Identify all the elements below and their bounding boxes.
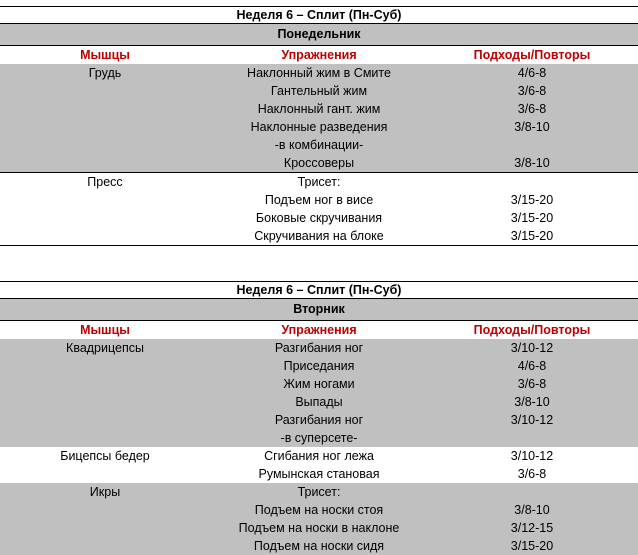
exercise-note: -в комбинации- xyxy=(274,138,364,152)
muscle-name: Грудь xyxy=(88,66,122,80)
sets-reps: 4/6-8 xyxy=(517,359,547,373)
exercise-name: Подъем на носки в наклоне xyxy=(238,521,400,535)
sets-reps: 3/8-10 xyxy=(514,156,550,170)
sets-reps: 3/8-10 xyxy=(514,120,550,134)
exercise-name: Трисет: xyxy=(297,175,341,189)
muscle-group-chest xyxy=(0,64,638,173)
table-row xyxy=(0,136,638,154)
exercise-name: Скручивания на блоке xyxy=(254,229,384,243)
exercise-name: Разгибания ног xyxy=(274,341,364,355)
table-row xyxy=(0,537,638,555)
table-row xyxy=(0,339,638,357)
table-row xyxy=(0,64,638,82)
col-header-sets: Подходы/Повторы xyxy=(473,48,591,62)
sets-reps: 3/10-12 xyxy=(510,341,554,355)
col-header-muscles: Мышцы xyxy=(80,48,130,62)
table-row xyxy=(0,501,638,519)
table-row xyxy=(0,173,638,191)
exercise-name: Наклонные разведения xyxy=(250,120,388,134)
muscle-group-abs xyxy=(0,173,638,246)
sets-reps: 3/12-15 xyxy=(510,521,554,535)
exercise-note: -в суперсете- xyxy=(280,431,358,445)
exercise-name: Подъем на носки сидя xyxy=(253,539,385,553)
table-title: Неделя 6 – Сплит (Пн-Суб) xyxy=(0,6,638,24)
table-row xyxy=(0,429,638,447)
exercise-name: Подъем ног в висе xyxy=(264,193,374,207)
exercise-name: Сгибания ног лежа xyxy=(264,449,374,463)
table-row xyxy=(0,154,638,172)
table-row xyxy=(0,483,638,501)
col-header-exercises: Упражнения xyxy=(281,323,357,337)
day-name: Понедельник xyxy=(0,24,638,46)
sets-reps: 3/6-8 xyxy=(517,102,547,116)
column-header-row xyxy=(0,321,638,339)
workout-table-tuesday xyxy=(0,281,638,555)
table-row xyxy=(0,357,638,375)
day-name: Вторник xyxy=(0,299,638,321)
exercise-name: Наклонный жим в Смите xyxy=(247,66,391,80)
table-row xyxy=(0,375,638,393)
sets-reps: 3/6-8 xyxy=(517,84,547,98)
muscle-name: Бицепсы бедер xyxy=(60,449,150,463)
table-row xyxy=(0,118,638,136)
exercise-name: Наклонный гант. жим xyxy=(257,102,381,116)
muscle-name: Пресс xyxy=(87,175,123,189)
exercise-name: Выпады xyxy=(295,395,343,409)
sets-reps: 4/6-8 xyxy=(517,66,547,80)
exercise-name: Приседания xyxy=(283,359,355,373)
sets-reps: 3/6-8 xyxy=(517,467,547,481)
exercise-name: Подъем на носки стоя xyxy=(254,503,384,517)
muscle-group-hamstrings xyxy=(0,447,638,483)
exercise-name: Кроссоверы xyxy=(283,156,355,170)
table-row xyxy=(0,100,638,118)
table-row xyxy=(0,393,638,411)
col-header-sets: Подходы/Повторы xyxy=(473,323,591,337)
sets-reps: 3/8-10 xyxy=(514,503,550,517)
muscle-name: Икры xyxy=(89,485,121,499)
exercise-name: Румынская становая xyxy=(258,467,380,481)
table-row xyxy=(0,209,638,227)
col-header-muscles: Мышцы xyxy=(80,323,130,337)
table-row xyxy=(0,411,638,429)
table-row xyxy=(0,227,638,245)
sets-reps: 3/8-10 xyxy=(514,395,550,409)
sets-reps: 3/15-20 xyxy=(510,193,554,207)
sets-reps: 3/6-8 xyxy=(517,377,547,391)
exercise-name: Гантельный жим xyxy=(270,84,368,98)
exercise-name: Разгибания ног xyxy=(274,413,364,427)
sets-reps: 3/15-20 xyxy=(510,229,554,243)
sets-reps: 3/15-20 xyxy=(510,539,554,553)
sets-reps: 3/10-12 xyxy=(510,449,554,463)
col-header-exercises: Упражнения xyxy=(281,48,357,62)
table-row xyxy=(0,191,638,209)
exercise-name: Трисет: xyxy=(297,485,341,499)
column-header-row xyxy=(0,46,638,64)
workout-table-monday xyxy=(0,6,638,246)
sets-reps: 3/15-20 xyxy=(510,211,554,225)
muscle-name: Квадрицепсы xyxy=(66,341,144,355)
muscle-group-quads xyxy=(0,339,638,447)
table-row xyxy=(0,519,638,537)
sets-reps: 3/10-12 xyxy=(510,413,554,427)
table-row xyxy=(0,82,638,100)
muscle-group-calves xyxy=(0,483,638,555)
exercise-name: Боковые скручивания xyxy=(255,211,383,225)
exercise-name: Жим ногами xyxy=(283,377,355,391)
table-title: Неделя 6 – Сплит (Пн-Суб) xyxy=(0,281,638,299)
table-row xyxy=(0,447,638,465)
table-row xyxy=(0,465,638,483)
